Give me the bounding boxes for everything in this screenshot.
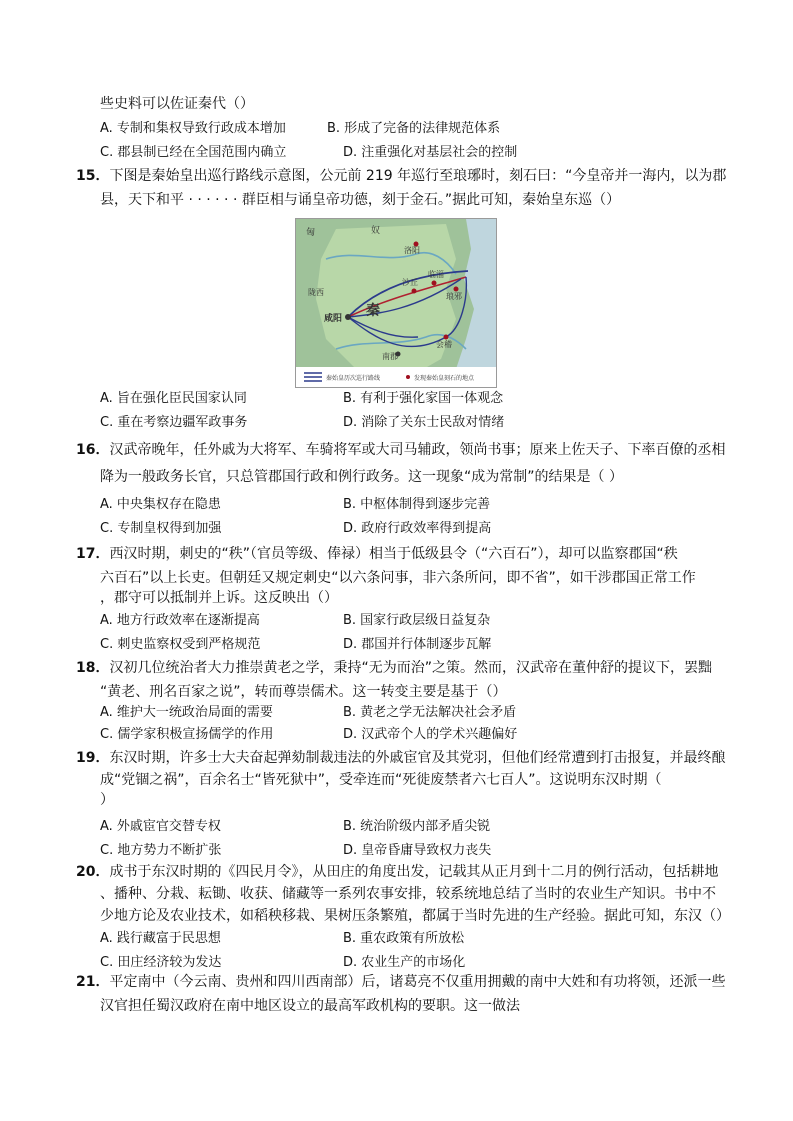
q15-stem-text1: 下图是秦始皇出巡行路线示意图，公元前 219 年巡行至琅琊时，刻石曰：“今皇帝并一海内，以为郡 [109, 168, 727, 184]
map-label-xiongnu-1: 匈 [306, 228, 316, 238]
map-label-longxi: 陇西 [308, 288, 324, 297]
q17-stem-line3: ，郡守可以抵制并上诉。这反映出（） [100, 590, 338, 606]
q14-option-d[interactable]: D. 注重强化对基层社会的控制 [343, 145, 518, 160]
q18-option-a[interactable]: A. 维护大一统政治局面的需要 [100, 705, 273, 720]
q16-option-d[interactable]: D. 政府行政效率得到提高 [343, 521, 492, 536]
q18-option-c[interactable]: C. 儒学家积极宣扬儒学的作用 [100, 727, 274, 742]
q20-stem-text1: 成书于东汉时期的《四民月令》，从田庄的角度出发，记载其从正月到十二月的例行活动，包括耕地 [109, 864, 719, 880]
q20-option-a[interactable]: A. 践行藏富于民思想 [100, 931, 221, 946]
map-dot-kuaiji [444, 335, 449, 340]
q19-option-b[interactable]: B. 统治阶级内部矛盾尖锐 [343, 819, 491, 834]
q14-option-a[interactable]: A. 专制和集权导致行政成本增加 [100, 121, 286, 136]
q21-stem-text1: 平定南中（今云南、贵州和四川西南部）后，诸葛亮不仅重用拥戴的南中大姓和有功将领，还派一些 [109, 974, 726, 990]
q16-stem-line2: 降为一般政务长官，只总管郡国行政和例行政务。这一现象“成为常制”的结果是（ ） [100, 469, 623, 485]
map-dot-shaqiu [412, 289, 417, 294]
q16-option-c[interactable]: C. 专制皇权得到加强 [100, 521, 222, 536]
qin-tour-map [295, 218, 497, 388]
map-legend-stele-icon [406, 375, 410, 379]
q15-option-a[interactable]: A. 旨在强化臣民国家认同 [100, 391, 247, 406]
q21-stem-line1 [76, 972, 725, 992]
q18-option-b[interactable]: B. 黄老之学无法解决社会矛盾 [343, 705, 517, 720]
q19-number: 19． [76, 750, 110, 766]
q15-stem-line1 [76, 166, 726, 186]
map-label-kuaiji: 会稽 [436, 340, 452, 349]
q18-stem-line1 [76, 658, 712, 678]
q17-stem-line2: 六百石”以上长吏。但朝廷又规定刺史“以六条问事，非六条所问，即不省”，如干涉郡国正常工作 [100, 570, 696, 586]
q17-option-c[interactable]: C. 刺史监察权受到严格规范 [100, 637, 261, 652]
q19-stem-line2: 成“党锢之祸”，百余名士“皆死狱中”，受牵连而“死徙废禁者六七百人”。这说明东汉时期（ [100, 772, 662, 788]
q19-stem-text1: 东汉时期，许多士大夫奋起弹劾制裁违法的外戚宦官及其党羽，但他们经常遭到打击报复，并最终酿 [109, 750, 726, 766]
map-label-qin: 秦 [366, 303, 380, 319]
map-label-xianyang: 咸阳 [324, 314, 343, 324]
q18-number: 18． [76, 660, 110, 676]
q20-option-d[interactable]: D. 农业生产的市场化 [343, 955, 466, 970]
q20-number: 20． [76, 864, 110, 880]
q15-option-d[interactable]: D. 消除了关东士民敌对情绪 [343, 415, 505, 430]
q19-option-c[interactable]: C. 地方势力不断扩张 [100, 843, 222, 858]
q15-stem-line2: 县，天下和平 · · · · · · 群臣相与诵皇帝功德，刻于金石。”据此可知，秦始皇东巡（） [100, 192, 621, 208]
q16-stem-line1 [76, 440, 725, 460]
q17-stem-text1: 西汉时期，刺史的“秩”（官员等级、俸禄）相当于低级县令（“六百石”），却可以监察郡国“秩 [109, 546, 678, 562]
q17-stem-line1 [76, 544, 678, 564]
q20-option-c[interactable]: C. 田庄经济较为发达 [100, 955, 222, 970]
q15-option-c[interactable]: C. 重在考察边疆军政事务 [100, 415, 248, 430]
q16-option-b[interactable]: B. 中枢体制得到逐步完善 [343, 497, 491, 512]
q18-stem-line2: “黄老、刑名百家之说”，转而尊崇儒术。这一转变主要是基于（） [100, 684, 507, 700]
map-label-luoyang: 洛阳 [404, 246, 420, 255]
q17-option-b[interactable]: B. 国家行政层级日益复杂 [343, 613, 491, 628]
q16-number: 16． [76, 442, 110, 458]
q14-stem-tail: 些史料可以佐证秦代（） [100, 96, 254, 112]
q16-option-a[interactable]: A. 中央集权存在隐患 [100, 497, 221, 512]
q20-option-b[interactable]: B. 重农政策有所放松 [343, 931, 465, 946]
q15-option-b[interactable]: B. 有利于强化家国一体观念 [343, 391, 504, 406]
map-dot-linzi [432, 281, 437, 286]
q21-number: 21． [76, 974, 110, 990]
q20-stem-line1 [76, 862, 718, 882]
q19-option-d[interactable]: D. 皇帝昏庸导致权力丧失 [343, 843, 492, 858]
q15-number: 15． [76, 168, 110, 184]
map-label-xiongnu-2: 奴 [371, 226, 381, 236]
map-label-linzi: 临淄 [428, 270, 444, 279]
q19-option-a[interactable]: A. 外戚宦官交替专权 [100, 819, 221, 834]
q14-option-c[interactable]: C. 郡县制已经在全国范围内确立 [100, 145, 287, 160]
map-legend-stele: 发现秦始皇刻石的地点 [414, 375, 475, 382]
q17-option-d[interactable]: D. 郡国并行体制逐步瓦解 [343, 637, 492, 652]
q18-option-d[interactable]: D. 汉武帝个人的学术兴趣偏好 [343, 727, 518, 742]
q19-stem-line1 [76, 748, 725, 768]
q14-option-b[interactable]: B. 形成了完备的法律规范体系 [327, 121, 501, 136]
q17-option-a[interactable]: A. 地方行政效率在逐渐提高 [100, 613, 260, 628]
q18-stem-text1: 汉初几位统治者大力推崇黄老之学，秉持“无为而治”之策。然而，汉武帝在董仲舒的提议下，罢黜 [109, 660, 712, 676]
q17-number: 17． [76, 546, 110, 562]
q20-stem-line3: 少地方论及农业技术，如稻秧移栽、果树压条繁殖，都属于当时先进的生产经验。据此可知，东汉（） [100, 908, 730, 924]
map-label-langya: 琅邪 [446, 292, 462, 301]
map-label-nanjun: 南郡 [382, 352, 398, 361]
map-dot-xianyang [345, 314, 351, 320]
map-label-shaqiu: 沙丘 [402, 278, 418, 287]
map-dot-langya [454, 287, 459, 292]
q20-stem-line2: 、播种、分栽、耘锄、收获、储藏等一系列农事安排，较系统地总结了当时的农业生产知识。书中不 [100, 886, 716, 902]
q19-stem-line3: ） [100, 792, 114, 808]
map-legend-route: 秦始皇历次巡行路线 [326, 375, 381, 382]
q16-stem-text1: 汉武帝晚年，任外戚为大将军、车骑将军或大司马辅政，领尚书事；原来上佐天子、下率百僚的丞相 [109, 442, 726, 458]
q21-stem-line2: 汉官担任蜀汉政府在南中地区设立的最高军政机构的要职。这一做法 [100, 998, 520, 1014]
